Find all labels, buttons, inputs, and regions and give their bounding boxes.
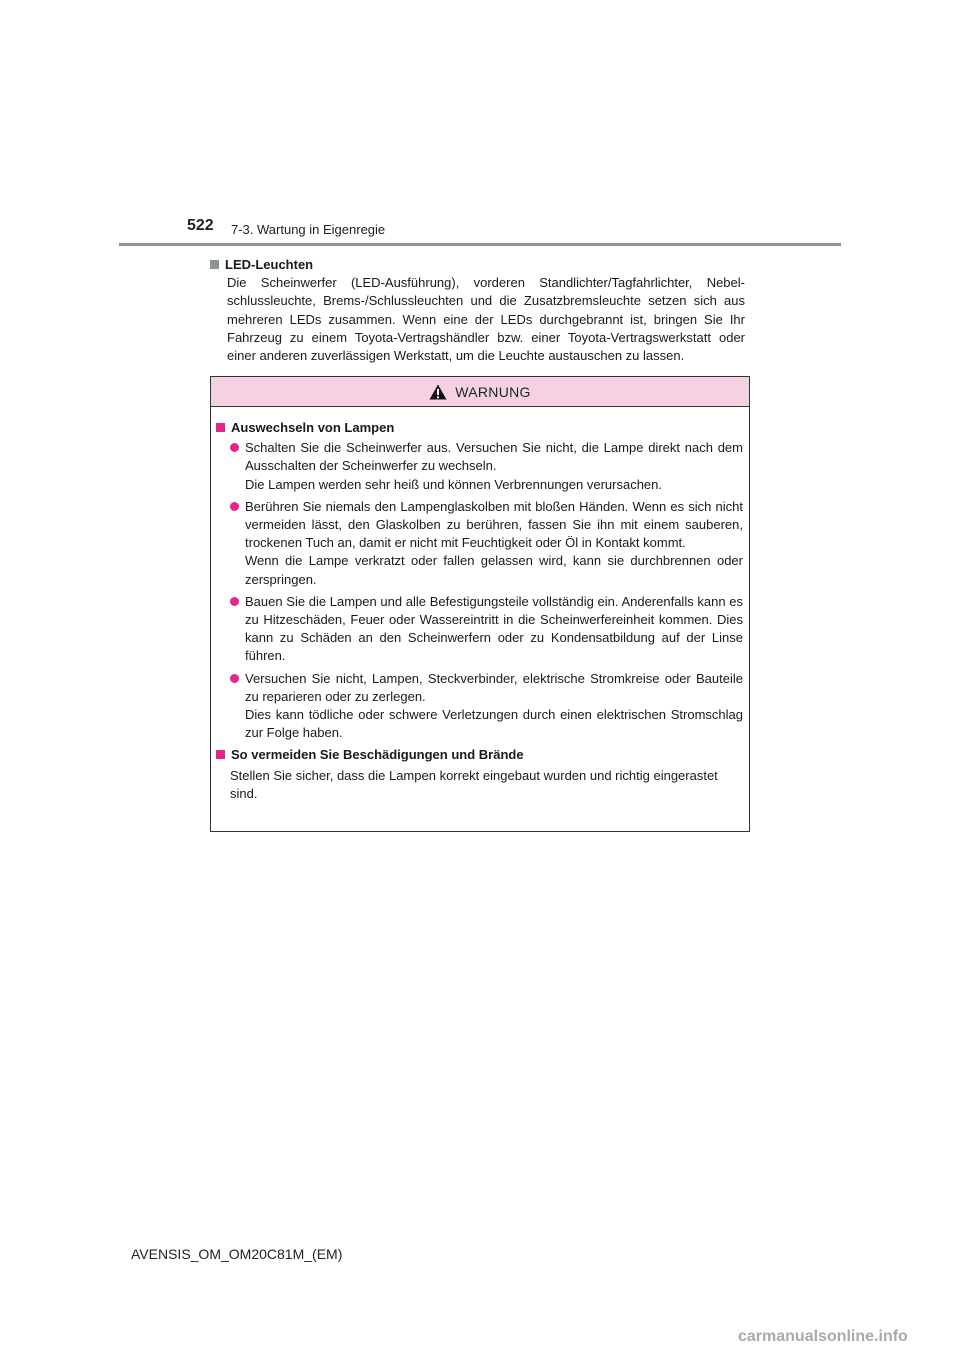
bullet-line: Die Lampen werden sehr heiß und können Verbrennungen verursachen. — [245, 476, 662, 492]
warning-section-heading — [216, 419, 743, 437]
bullet-text — [245, 498, 743, 589]
bullet-text — [245, 439, 743, 494]
warning-body — [211, 407, 749, 803]
warning-section-heading — [216, 746, 743, 764]
bullet-line: Versuchen Sie nicht, Lampen, Steckverbinder, elektrische Stromkreise oder Bauteile zu reparieren oder zu zerlegen. — [245, 670, 743, 704]
led-paragraph: Die Scheinwerfer (LED-Ausführung), vorderen Standlichter/Tagfahrlichter, Nebelschlussleuchte, Brems-/Schlussleuchten und die Zusatzbremsleuchte setzen sich aus mehreren LEDs zusammen. Wenn eine der LEDs durchgebrannt ist, bringen Sie Ihr Fahrzeug zu einem Toyota-Vertragshändler bzw. einer Toyota-Vertragswerkstatt oder einer anderen zuverlässigen Werkstatt, um die Leuchte austauschen zu lassen. — [227, 275, 745, 364]
bullet-text — [245, 670, 743, 743]
bullet-line: Schalten Sie die Scheinwerfer aus. Versuchen Sie nicht, die Lampe direkt nach dem Ausschalten der Scheinwerfer zu wechseln. — [245, 440, 743, 474]
pink-dot-icon — [230, 502, 239, 511]
warning-box — [210, 376, 750, 832]
warning-bullet — [230, 593, 743, 666]
pink-dot-icon — [230, 674, 239, 683]
page-number: 522 — [187, 217, 214, 234]
warning-triangle-icon — [429, 384, 447, 400]
bullet-text — [245, 593, 743, 666]
led-section — [210, 256, 745, 365]
warning-bullet — [230, 439, 743, 494]
warning-section-heading-text: Auswechseln von Lampen — [231, 420, 395, 435]
section-title: 7-3. Wartung in Eigenregie — [231, 222, 386, 237]
warning-title: WARNUNG — [455, 383, 531, 400]
gray-square-icon — [210, 260, 219, 269]
bullet-line: Berühren Sie niemals den Lampenglaskolben mit bloßen Händen. Wenn es sich nicht vermeiden lässt, den Glaskolben zu berühren, fassen Sie ihn mit einem sauberen, trockenen Tuch an, damit er nicht mit Feuchtigkeit oder Öl in Kontakt kommt. — [245, 498, 743, 551]
warning-bullet — [230, 498, 743, 589]
header-rule — [119, 243, 841, 246]
pink-dot-icon — [230, 597, 239, 606]
warning-bullet — [230, 670, 743, 743]
led-heading-text: LED-Leuchten — [225, 257, 314, 272]
warning-section-heading-text: So vermeiden Sie Beschädigungen und Brände — [231, 747, 524, 763]
warning-header — [211, 377, 749, 407]
bullet-line: Bauen Sie die Lampen und alle Befestigungsteile vollständig ein. Anderenfalls kann es zu Hitzeschäden, Feuer oder Wassereintritt in die Scheinwerfereinheit kommen. Dies kann zu Schäden an den Scheinwerfern oder zu Kondensatbildung auf der Linse führen. — [245, 593, 743, 664]
pink-square-icon — [216, 423, 225, 432]
watermark-logo: carmanualsonline.info — [738, 1328, 908, 1345]
warning-section-text: Stellen Sie sicher, dass die Lampen korrekt eingebaut wurden und richtig eingerastet sind. — [230, 767, 718, 801]
bullet-line: Wenn die Lampe verkratzt oder fallen gelassen wird, kann sie durchbrennen oder zerspringen. — [245, 553, 743, 587]
led-heading — [210, 256, 745, 274]
footer-code: AVENSIS_OM_OM20C81M_(EM) — [131, 1246, 343, 1262]
bullet-line: Dies kann tödliche oder schwere Verletzungen durch einen elektrischen Stromschlag zur Folge haben. — [245, 707, 743, 741]
pink-square-icon — [216, 750, 225, 759]
pink-dot-icon — [230, 443, 239, 452]
